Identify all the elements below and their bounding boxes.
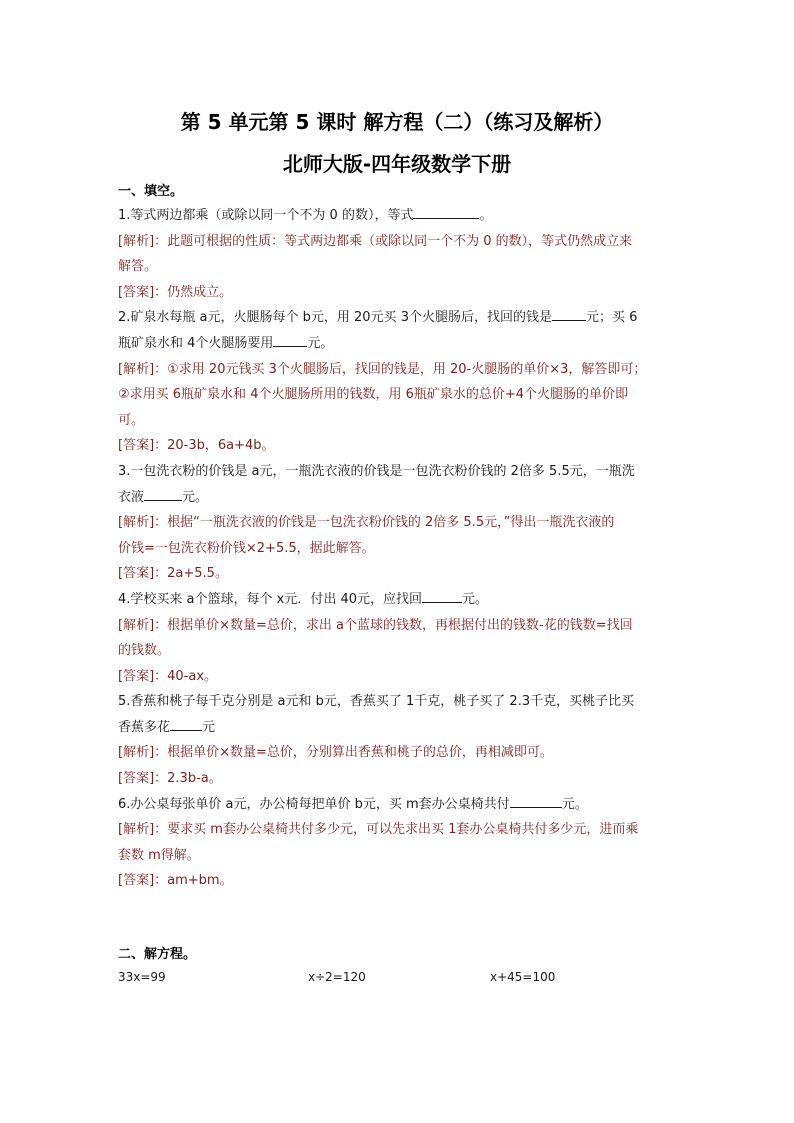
question-1 (118, 203, 678, 229)
question-5-text-end: 元 (202, 719, 216, 735)
answer-blank (273, 332, 307, 347)
question-2-answer: [答案]：20-3b，6a+4b。 (118, 438, 275, 454)
answer-blank (422, 588, 462, 603)
question-6-text: 6.办公桌每张单价 a元，办公椅每把单价 b元，买 m套办公桌椅共付 (118, 796, 510, 812)
answer-blank (510, 793, 562, 808)
question-5-answer: [答案]：2.3b-a。 (118, 771, 222, 787)
equation-3: x+45=100 (490, 970, 556, 984)
question-5: 5.香蕉和桃子每千克分别是 a元和 b元，香蕉买了 1千克，桃子买了 2.3千克，买桃子比买 (118, 694, 635, 710)
question-3-analysis-cont: 价钱=一包洗衣粉价钱×2+5.5，据此解答。 (118, 540, 375, 556)
section-heading-solve-equations: 二、解方程。 (118, 947, 197, 962)
question-6-analysis: [解析]：要求买 m套办公桌椅共付多少元，可以先求出买 1套办公桌椅共付多少元，进而乘 (118, 822, 639, 838)
question-1-text-end: 。 (479, 208, 493, 223)
question-2-analysis-cont: ②求用买 6瓶矿泉水和 4个火腿肠所用的钱数，用 6瓶矿泉水的总价+4个火腿肠的单价即 (118, 387, 629, 403)
question-3-analysis: [解析]：根据“一瓶洗衣液的价钱是一包洗衣粉价钱的 2倍多 5.5元，”得出一瓶洗衣液的 (118, 515, 615, 531)
question-3-text-end: 元。 (182, 489, 209, 505)
question-3-cont (118, 485, 678, 511)
equation-row (118, 970, 678, 990)
question-2-analysis: [解析]：①求用 20元钱买 3个火腿肠后，找回的钱是，用 20-火腿肠的单价×3，解答即可； (118, 361, 647, 377)
question-3: 3.一包洗衣粉的价钱是 a元，一瓶洗衣液的价钱是一包洗衣粉价钱的 2倍多 5.5元，一瓶洗 (118, 463, 635, 479)
question-5-text-cont: 香蕉多花 (118, 719, 171, 735)
question-4-analysis: [解析]：根据单价×数量=总价，求出 a个蓝球的钱数，再根据付出的钱数-花的钱数=找回 (118, 617, 633, 633)
question-2 (118, 305, 678, 331)
page-subtitle: 北师大版-四年级数学下册 (282, 152, 512, 176)
question-4-analysis-cont: 的钱数。 (118, 643, 171, 659)
question-6-answer: [答案]：am+bm。 (118, 873, 233, 889)
question-2-text: 2.矿泉水每瓶 a元，火腿肠每个 b元，用 20元买 3个火腿肠后，找回的钱是 (118, 310, 552, 326)
question-2-text-end: 元。 (307, 335, 334, 351)
question-1-text: 1.等式两边都乘（或除以同一个不为 0 的数），等式 (118, 208, 414, 223)
question-6 (118, 792, 678, 818)
question-2-analysis-end: 可。 (118, 412, 145, 428)
answer-blank (413, 204, 479, 219)
question-1-analysis-cont: 解答。 (118, 259, 158, 275)
question-4-text: 4.学校买来 a个篮球，每个 x元．付出 40元，应找回 (118, 591, 423, 607)
page-title: 第 5 单元第 5 课时 解方程（二）（练习及解析） (180, 110, 614, 134)
question-3-text-cont: 衣液 (118, 489, 145, 505)
answer-blank (170, 716, 202, 731)
question-2-text-mid: 元；买 6 (585, 310, 638, 326)
question-1-analysis: [解析]：此题可根据的性质：等式两边都乘（或除以同一个不为 0 的数），等式仍然成立来 (118, 233, 633, 249)
question-2-cont (118, 331, 678, 357)
question-1-answer: [答案]：仍然成立。 (118, 284, 233, 300)
answer-blank (144, 486, 182, 501)
section-heading-fill-blank: 一、填空。 (118, 184, 184, 199)
question-4-answer: [答案]：40-ax。 (118, 668, 218, 684)
answer-blank (552, 306, 586, 321)
equation-2: x÷2=120 (308, 970, 366, 984)
question-4-text-end: 元。 (462, 591, 489, 607)
equation-1: 33x=99 (118, 970, 166, 984)
question-5-cont (118, 715, 678, 741)
question-4 (118, 587, 678, 613)
question-list (118, 203, 678, 894)
question-5-analysis: [解析]：根据单价×数量=总价，分别算出香蕉和桃子的总价，再相减即可。 (118, 745, 553, 761)
question-2-text-cont: 瓶矿泉水和 4个火腿肠要用 (118, 335, 274, 351)
question-3-answer: [答案]：2a+5.5。 (118, 566, 228, 582)
question-6-analysis-cont: 套数 m得解。 (118, 847, 200, 863)
question-6-text-end: 元。 (561, 796, 588, 812)
